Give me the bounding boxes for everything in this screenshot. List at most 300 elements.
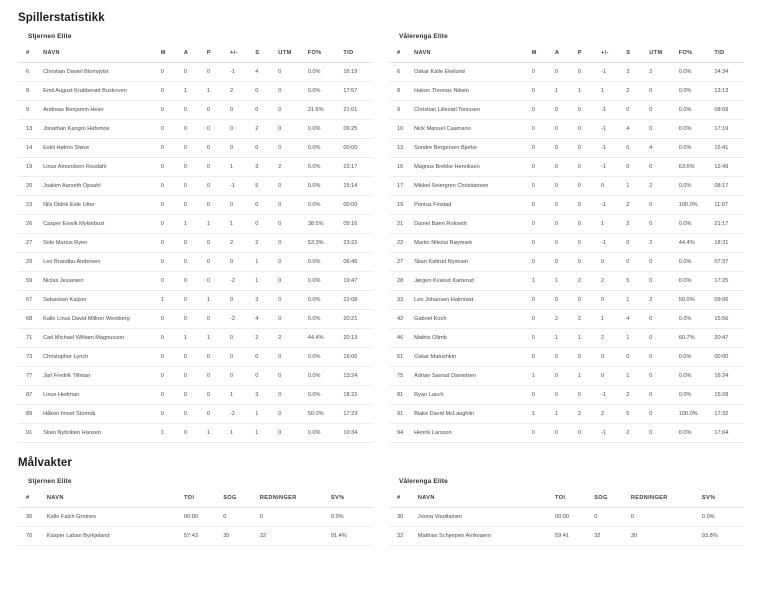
cell-toi: 59:41 [553, 527, 592, 546]
cell-name: Sondre Bergersen Bjerke [412, 139, 530, 158]
cell-goals: 0 [530, 215, 553, 234]
table-row[interactable] [18, 196, 373, 215]
cell-plusminus: 1 [228, 158, 253, 177]
cell-number: 14 [18, 139, 41, 158]
cell-assists: 0 [182, 158, 205, 177]
cell-number: 68 [18, 310, 41, 329]
col-header-saves[interactable]: REDNINGER [629, 491, 700, 508]
cell-assists: 0 [553, 367, 576, 386]
cell-number: 77 [18, 367, 41, 386]
cell-faceoff: 0.0% [306, 158, 342, 177]
cell-number: 87 [18, 386, 41, 405]
cell-goals: 0 [159, 310, 182, 329]
cell-number: 17 [389, 177, 412, 196]
col-header-points[interactable]: P [205, 46, 228, 63]
col-header-penalty[interactable]: UTM [647, 46, 676, 63]
cell-sog: 0 [221, 508, 258, 527]
col-header-name[interactable]: NAVN [41, 46, 159, 63]
cell-points: 0 [576, 215, 599, 234]
cell-faceoff: 0.0% [677, 177, 713, 196]
home-team-name: Stjernen Elite [28, 33, 72, 40]
cell-name: Sole Marius Ryen [41, 234, 159, 253]
cell-assists: 0 [553, 386, 576, 405]
cell-goals: 0 [530, 291, 553, 310]
table-row[interactable] [389, 405, 744, 424]
cell-assists: 0 [553, 120, 576, 139]
cell-assists: 0 [182, 386, 205, 405]
cell-shots: 1 [253, 405, 276, 424]
table-row[interactable] [18, 291, 373, 310]
cell-points: 0 [576, 386, 599, 405]
cell-plusminus: 0 [599, 177, 624, 196]
cell-time: 09:16 [341, 215, 373, 234]
cell-assists: 0 [182, 234, 205, 253]
cell-goals: 0 [530, 120, 553, 139]
away-skaters-panel [381, 33, 752, 443]
cell-assists: 2 [553, 310, 576, 329]
cell-penalty: 0 [276, 234, 305, 253]
cell-assists: 0 [553, 215, 576, 234]
cell-time: 19:47 [341, 272, 373, 291]
cell-shots: 1 [253, 272, 276, 291]
cell-time: 20:47 [712, 329, 744, 348]
cell-points: 0 [205, 348, 228, 367]
table-row[interactable] [18, 120, 373, 139]
cell-points: 0 [576, 139, 599, 158]
col-header-goals[interactable]: M [159, 46, 182, 63]
cell-faceoff: 0.0% [677, 215, 713, 234]
cell-penalty: 0 [647, 348, 676, 367]
cell-points: 2 [576, 405, 599, 424]
cell-number: 75 [389, 367, 412, 386]
table-row[interactable] [389, 386, 744, 405]
table-header-row [18, 491, 373, 508]
cell-shots: 5 [624, 405, 647, 424]
cell-faceoff: 0.0% [306, 367, 342, 386]
cell-assists: 0 [182, 177, 205, 196]
col-header-sog[interactable]: SOG [221, 491, 258, 508]
cell-time: 17:32 [712, 405, 744, 424]
cell-assists: 0 [553, 291, 576, 310]
cell-number: 13 [389, 139, 412, 158]
table-row[interactable] [389, 177, 744, 196]
cell-goals: 0 [159, 101, 182, 120]
cell-faceoff: 0.0% [677, 139, 713, 158]
col-header-plusminus[interactable]: +/- [228, 46, 253, 63]
cell-time: 17:23 [341, 405, 373, 424]
cell-goals: 1 [159, 291, 182, 310]
cell-name: Linus Amundsen Rosdahl [41, 158, 159, 177]
cell-shots: 3 [253, 291, 276, 310]
cell-assists: 1 [182, 215, 205, 234]
cell-number: 33 [389, 291, 412, 310]
table-row[interactable] [18, 386, 373, 405]
cell-shots: 1 [624, 177, 647, 196]
table-row[interactable] [389, 508, 744, 527]
cell-points: 0 [576, 424, 599, 443]
table-row[interactable] [389, 310, 744, 329]
table-row[interactable] [389, 348, 744, 367]
cell-shots: 0 [624, 348, 647, 367]
table-row[interactable] [389, 329, 744, 348]
table-row[interactable] [18, 82, 373, 101]
col-header-plusminus[interactable]: +/- [599, 46, 624, 63]
col-header-svpct[interactable]: SV% [329, 491, 373, 508]
cell-points: 0 [576, 63, 599, 82]
cell-plusminus: 1 [599, 82, 624, 101]
cell-number: 21 [389, 215, 412, 234]
cell-faceoff: 0.0% [306, 272, 342, 291]
cell-penalty: 2 [276, 158, 305, 177]
col-header-name[interactable]: NAVN [412, 46, 530, 63]
col-header-number[interactable]: # [389, 46, 412, 63]
cell-shots: 4 [624, 120, 647, 139]
cell-name: Jarl Fredrik Tillman [41, 367, 159, 386]
cell-time: 14:34 [712, 63, 744, 82]
cell-plusminus: 1 [228, 424, 253, 443]
cell-time: 00:00 [712, 348, 744, 367]
cell-plusminus: 2 [228, 234, 253, 253]
skaters-section-title: Spillerstatistikk [18, 12, 105, 24]
col-header-number[interactable]: # [18, 46, 41, 63]
cell-penalty: 0 [276, 101, 305, 120]
cell-name: Jørgen Kvarud Karterud [412, 272, 530, 291]
cell-faceoff: 0.0% [306, 386, 342, 405]
col-header-faceoff[interactable]: FO% [677, 46, 713, 63]
cell-assists: 0 [182, 101, 205, 120]
cell-assists: 1 [553, 272, 576, 291]
table-row[interactable] [18, 139, 373, 158]
cell-number: 94 [389, 424, 412, 443]
table-row[interactable] [389, 120, 744, 139]
cell-time: 13:24 [341, 367, 373, 386]
cell-toi: 00:00 [553, 508, 592, 527]
cell-time: 07:37 [712, 253, 744, 272]
cell-name: Mathias Schjerpen Arnkvaern [416, 527, 553, 546]
table-row[interactable] [18, 101, 373, 120]
cell-assists: 0 [182, 63, 205, 82]
col-header-faceoff[interactable]: FO% [306, 46, 342, 63]
table-row[interactable] [18, 508, 373, 527]
cell-penalty: 0 [276, 63, 305, 82]
cell-plusminus: -1 [599, 158, 624, 177]
cell-faceoff: 60.7% [677, 329, 713, 348]
cell-goals: 0 [530, 158, 553, 177]
cell-faceoff: 0.0% [677, 348, 713, 367]
cell-points: 1 [205, 291, 228, 310]
cell-faceoff: 50.0% [306, 405, 342, 424]
col-header-assists[interactable]: A [182, 46, 205, 63]
cell-svpct: 93.8% [700, 527, 744, 546]
cell-goals: 0 [530, 63, 553, 82]
cell-number: 8 [18, 82, 41, 101]
cell-name: Joona Voutilainen [416, 508, 553, 527]
cell-saves: 30 [629, 527, 700, 546]
cell-penalty: 0 [647, 215, 676, 234]
cell-time: 12:49 [712, 158, 744, 177]
cell-plusminus: 0 [228, 291, 253, 310]
cell-penalty: 0 [276, 310, 305, 329]
col-header-penalty[interactable]: UTM [276, 46, 305, 63]
cell-penalty: 0 [647, 196, 676, 215]
cell-name: Casper Einvik Myklebust [41, 215, 159, 234]
cell-shots: 2 [624, 82, 647, 101]
cell-name: Christian Lillestøl Tonissen [412, 101, 530, 120]
table-row[interactable] [18, 63, 373, 82]
cell-penalty: 2 [647, 63, 676, 82]
cell-points: 0 [205, 101, 228, 120]
home-skaters-table [18, 46, 373, 443]
cell-name: Nils Didrik Eide Utter [41, 196, 159, 215]
cell-faceoff: 0.0% [677, 424, 713, 443]
cell-points: 0 [576, 196, 599, 215]
cell-time: 11:07 [712, 196, 744, 215]
cell-toi: 00:00 [182, 508, 221, 527]
cell-shots: 1 [624, 329, 647, 348]
table-row[interactable] [389, 234, 744, 253]
away-skaters-body [389, 63, 744, 443]
cell-name: Mathis Olimb [412, 329, 530, 348]
home-skaters-body [18, 63, 373, 443]
cell-faceoff: 0.0% [306, 196, 342, 215]
cell-plusminus: 2 [599, 272, 624, 291]
cell-number: 16 [389, 158, 412, 177]
cell-saves: 32 [258, 527, 329, 546]
col-header-sog[interactable]: SOG [592, 491, 629, 508]
cell-goals: 0 [530, 139, 553, 158]
cell-faceoff: 0.0% [306, 177, 342, 196]
cell-points: 0 [205, 158, 228, 177]
cell-shots: 4 [624, 310, 647, 329]
cell-time: 09:06 [712, 291, 744, 310]
table-row[interactable] [18, 310, 373, 329]
table-row[interactable] [389, 527, 744, 546]
table-row[interactable] [18, 177, 373, 196]
cell-penalty: 0 [647, 158, 676, 177]
cell-name: Oskar Matushkin [412, 348, 530, 367]
cell-time: 17:04 [712, 424, 744, 443]
col-header-time[interactable]: TID [341, 46, 373, 63]
cell-time: 17:57 [341, 82, 373, 101]
table-row[interactable] [389, 63, 744, 82]
table-row[interactable] [389, 139, 744, 158]
cell-shots: 4 [253, 310, 276, 329]
cell-faceoff: 0.0% [306, 424, 342, 443]
cell-penalty: 2 [647, 177, 676, 196]
cell-shots: 0 [253, 101, 276, 120]
col-header-name[interactable]: NAVN [416, 491, 553, 508]
cell-goals: 1 [530, 272, 553, 291]
cell-points: 0 [576, 348, 599, 367]
cell-number: 28 [389, 272, 412, 291]
col-header-number[interactable]: # [18, 491, 45, 508]
cell-faceoff: 44.4% [677, 234, 713, 253]
cell-penalty: 0 [276, 120, 305, 139]
table-row[interactable] [389, 196, 744, 215]
cell-faceoff: 63.6% [677, 158, 713, 177]
cell-shots: 2 [253, 329, 276, 348]
table-row[interactable] [18, 348, 373, 367]
cell-plusminus: 1 [228, 386, 253, 405]
home-skaters-panel [10, 33, 381, 443]
cell-name: Eskil Hølmo Støve [41, 139, 159, 158]
cell-number: 9 [18, 101, 41, 120]
cell-faceoff: 50.0% [677, 291, 713, 310]
table-row[interactable] [18, 527, 373, 546]
cell-assists: 0 [553, 101, 576, 120]
table-row[interactable] [389, 272, 744, 291]
cell-name: Blake David McLaughlin [412, 405, 530, 424]
cell-goals: 0 [530, 177, 553, 196]
cell-time: 08:17 [712, 177, 744, 196]
cell-penalty: 0 [276, 348, 305, 367]
cell-number: 61 [389, 348, 412, 367]
cell-time: 06:45 [341, 253, 373, 272]
col-header-shots[interactable]: S [253, 46, 276, 63]
cell-time: 21:17 [712, 215, 744, 234]
cell-saves: 0 [258, 508, 329, 527]
cell-assists: 0 [182, 120, 205, 139]
cell-shots: 0 [253, 348, 276, 367]
cell-goals: 0 [530, 310, 553, 329]
cell-shots: 1 [253, 424, 276, 443]
cell-goals: 0 [530, 348, 553, 367]
cell-points: 0 [576, 177, 599, 196]
cell-shots: 0 [624, 234, 647, 253]
cell-shots: 2 [624, 386, 647, 405]
cell-time: 17:25 [712, 272, 744, 291]
table-row[interactable] [389, 424, 744, 443]
cell-number: 26 [18, 215, 41, 234]
cell-time: 00:00 [341, 139, 373, 158]
cell-plusminus: 0 [228, 367, 253, 386]
cell-time: 16:41 [712, 139, 744, 158]
cell-points: 0 [205, 234, 228, 253]
col-header-name[interactable]: NAVN [45, 491, 182, 508]
cell-name: Stian Kaltrud Nystuen [412, 253, 530, 272]
col-header-number[interactable]: # [389, 491, 416, 508]
col-header-shots[interactable]: S [624, 46, 647, 63]
cell-goals: 0 [159, 405, 182, 424]
cell-time: 23:17 [341, 158, 373, 177]
table-row[interactable] [18, 253, 373, 272]
cell-penalty: 0 [276, 291, 305, 310]
cell-shots: 2 [253, 120, 276, 139]
table-row[interactable] [389, 215, 744, 234]
cell-assists: 0 [553, 63, 576, 82]
table-row[interactable] [389, 291, 744, 310]
cell-sog: 35 [221, 527, 258, 546]
cell-time: 20:13 [341, 329, 373, 348]
cell-saves: 0 [629, 508, 700, 527]
skaters-columns [10, 33, 752, 443]
table-row[interactable] [18, 272, 373, 291]
cell-faceoff: 0.0% [677, 386, 713, 405]
cell-svpct: 91.4% [329, 527, 373, 546]
cell-assists: 1 [553, 405, 576, 424]
table-row[interactable] [18, 329, 373, 348]
cell-goals: 0 [530, 101, 553, 120]
table-row[interactable] [389, 253, 744, 272]
col-header-saves[interactable]: REDNINGER [258, 491, 329, 508]
cell-number: 23 [18, 196, 41, 215]
cell-points: 0 [205, 310, 228, 329]
cell-number: 59 [18, 272, 41, 291]
cell-shots: 0 [624, 101, 647, 120]
cell-goals: 0 [159, 177, 182, 196]
cell-goals: 0 [159, 215, 182, 234]
cell-number: 30 [389, 508, 416, 527]
cell-shots: 4 [253, 63, 276, 82]
col-header-points[interactable]: P [576, 46, 599, 63]
table-row[interactable] [18, 424, 373, 443]
col-header-svpct[interactable]: SV% [700, 491, 744, 508]
cell-faceoff: 44.4% [306, 329, 342, 348]
cell-number: 19 [18, 158, 41, 177]
cell-plusminus: 0 [228, 253, 253, 272]
cell-faceoff: 0.0% [677, 272, 713, 291]
cell-number: 32 [389, 527, 416, 546]
table-row[interactable] [389, 101, 744, 120]
cell-plusminus: 2 [228, 82, 253, 101]
table-row[interactable] [18, 234, 373, 253]
cell-faceoff: 100.0% [677, 196, 713, 215]
col-header-time[interactable]: TID [712, 46, 744, 63]
cell-assists: 0 [553, 177, 576, 196]
table-row[interactable] [18, 215, 373, 234]
cell-number: 91 [389, 405, 412, 424]
cell-plusminus: -1 [599, 63, 624, 82]
table-row[interactable] [18, 158, 373, 177]
table-row[interactable] [389, 82, 744, 101]
cell-penalty: 4 [647, 139, 676, 158]
cell-name: Carl Michael William Magnusson [41, 329, 159, 348]
cell-name: Oskar Kalle Ekelund [412, 63, 530, 82]
col-header-toi[interactable]: TOI [553, 491, 592, 508]
away-goalie-team-name: Vålerenga Elite [399, 478, 448, 485]
cell-shots: 1 [624, 291, 647, 310]
cell-goals: 0 [530, 196, 553, 215]
cell-penalty: 0 [276, 386, 305, 405]
away-team-name: Vålerenga Elite [399, 33, 448, 40]
cell-goals: 0 [159, 120, 182, 139]
cell-points: 0 [205, 367, 228, 386]
cell-plusminus: -1 [228, 63, 253, 82]
cell-points: 0 [576, 253, 599, 272]
table-row[interactable] [18, 405, 373, 424]
table-row[interactable] [389, 158, 744, 177]
cell-shots: 0 [253, 196, 276, 215]
table-row[interactable] [18, 367, 373, 386]
cell-goals: 0 [159, 234, 182, 253]
cell-number: 27 [18, 234, 41, 253]
cell-points: 0 [205, 139, 228, 158]
cell-name: Andreas Benjamin Heier [41, 101, 159, 120]
cell-plusminus: 2 [599, 329, 624, 348]
cell-plusminus: 0 [228, 348, 253, 367]
cell-points: 2 [576, 310, 599, 329]
cell-number: 46 [389, 329, 412, 348]
cell-faceoff: 0.0% [306, 82, 342, 101]
col-header-goals[interactable]: M [530, 46, 553, 63]
cell-name: Leo Brandbu Andersen [41, 253, 159, 272]
table-row[interactable] [389, 367, 744, 386]
col-header-toi[interactable]: TOI [182, 491, 221, 508]
cell-points: 0 [205, 405, 228, 424]
cell-penalty: 0 [647, 101, 676, 120]
cell-svpct: 0.0% [700, 508, 744, 527]
col-header-assists[interactable]: A [553, 46, 576, 63]
